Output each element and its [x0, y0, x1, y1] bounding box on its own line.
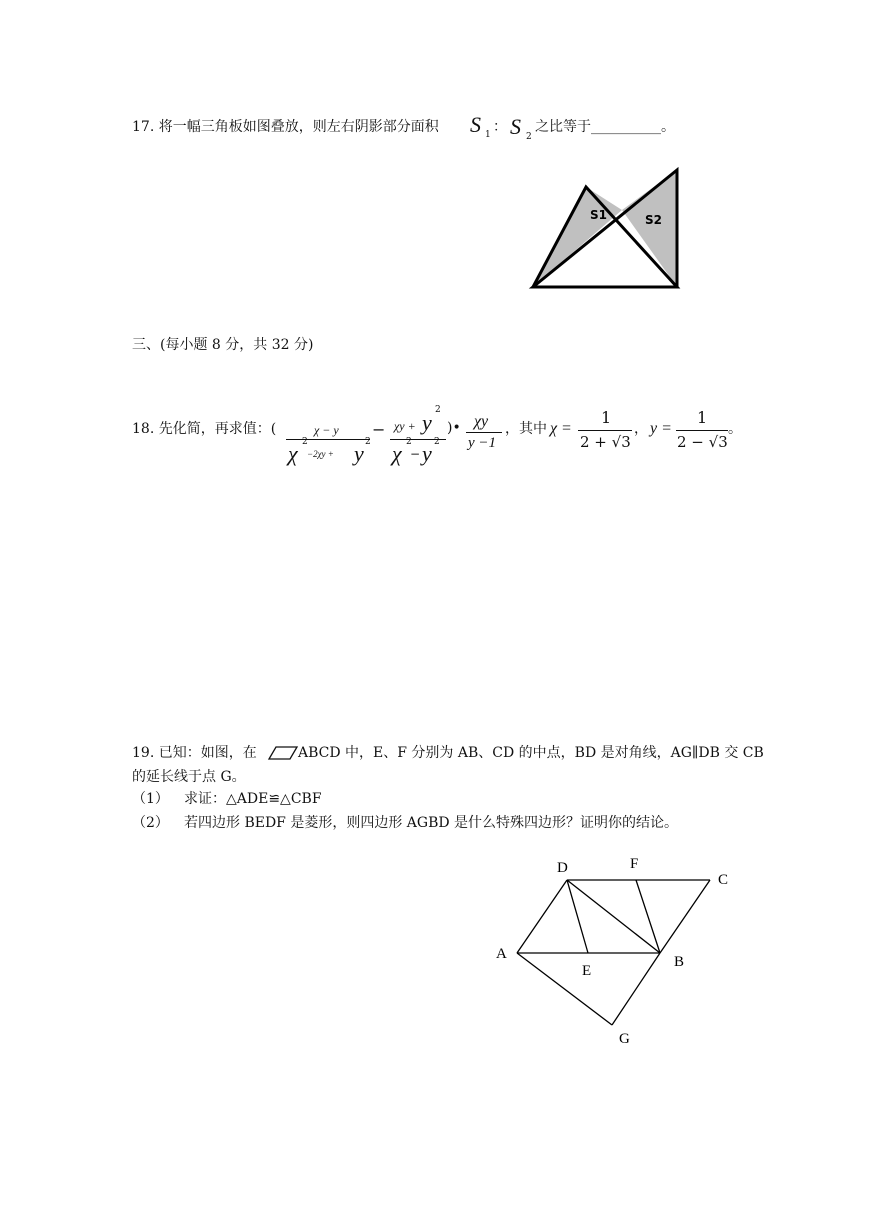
q18-end: 。	[728, 421, 742, 437]
label-d: D	[557, 860, 568, 876]
edge-fb	[636, 880, 660, 953]
q18-frac2-den-y: y	[422, 441, 432, 466]
q19-item1-text: 求证：△ADE≌△CBF	[184, 791, 322, 807]
q18-comma: ，	[634, 421, 648, 437]
section3-title: 三、(每小题 8 分，共 32 分)	[132, 337, 314, 353]
q18-frac2-num-y: y	[422, 410, 432, 435]
q18-frac1-den-sup1: 2	[302, 437, 308, 447]
label-g: G	[619, 1031, 630, 1047]
q17-label-s1: S1	[590, 208, 607, 222]
edge-de	[567, 880, 588, 953]
q18-close-dot: )•	[447, 420, 461, 436]
q19-line2: 的延长线于点 G。	[132, 769, 246, 785]
q18-y-denominator: 2 − √3	[677, 433, 728, 451]
q18-frac3-denominator: y −1	[468, 435, 497, 451]
edge-db	[567, 880, 660, 953]
edge-da	[517, 880, 567, 953]
q18-frac2-num-a: χy +	[394, 419, 416, 433]
label-c: C	[718, 872, 729, 888]
q18-x-denominator: 2 + √3	[580, 433, 631, 451]
label-b: B	[674, 954, 685, 970]
q18-frac3-numerator: χy	[474, 413, 489, 430]
q17-colon: ：	[493, 119, 507, 135]
q18-frac2-den-x: χ	[392, 441, 402, 466]
q17-label-s2: S2	[645, 213, 662, 227]
label-e: E	[582, 963, 592, 979]
edge-bg	[612, 953, 660, 1025]
q18-frac2-den-sup2: 2	[434, 437, 440, 447]
q18-x-numerator: 1	[601, 408, 612, 427]
q18-frac1-den-sup2: 2	[365, 437, 371, 447]
q19-item2-number: （2）	[132, 815, 169, 831]
q18-x-equals: χ =	[550, 420, 572, 437]
q18-text: 18. 先化简，再求值：(	[132, 421, 277, 437]
q18-where: ，其中	[505, 421, 547, 437]
q17-s2-symbol: S	[510, 114, 521, 139]
q17-text: 17. 将一幅三角板如图叠放，则左右阴影部分面积	[132, 119, 439, 135]
q17-s1-subscript: 1	[485, 130, 491, 140]
q17-s2-subscript: 2	[526, 132, 532, 142]
q17-s1-symbol: S	[470, 112, 481, 137]
q18-frac2-den-minus: −	[410, 447, 421, 461]
edge-ag	[517, 953, 612, 1025]
q19-line1-a: 19. 已知：如图，在	[132, 745, 257, 761]
q18-frac2-den-sup1: 2	[406, 437, 412, 447]
q18-frac1-den-x: χ	[288, 441, 298, 466]
q17-tail: 之比等于__________。	[535, 119, 675, 135]
q19-item2-text: 若四边形 BEDF 是菱形，则四边形 AGBD 是什么特殊四边形？证明你的结论。	[184, 815, 679, 831]
q18-minus: −	[372, 420, 386, 439]
q18-y-numerator: 1	[697, 408, 708, 427]
q18-y-equals: y =	[650, 420, 672, 437]
q19-line1-b: ABCD 中，E、F 分别为 AB、CD 的中点，BD 是对角线，AG∥DB 交 CB	[298, 745, 764, 761]
label-a: A	[496, 946, 507, 962]
q18-frac1-den-mid: −2χy +	[307, 449, 334, 459]
edge-bc	[660, 880, 710, 953]
label-f: F	[630, 856, 639, 872]
q18-frac1-den-y: y	[354, 441, 364, 466]
q18-frac2-num-sup: 2	[435, 405, 441, 415]
q19-item1-number: （1）	[132, 791, 169, 807]
q18-frac1-numerator: χ − y	[314, 423, 339, 437]
